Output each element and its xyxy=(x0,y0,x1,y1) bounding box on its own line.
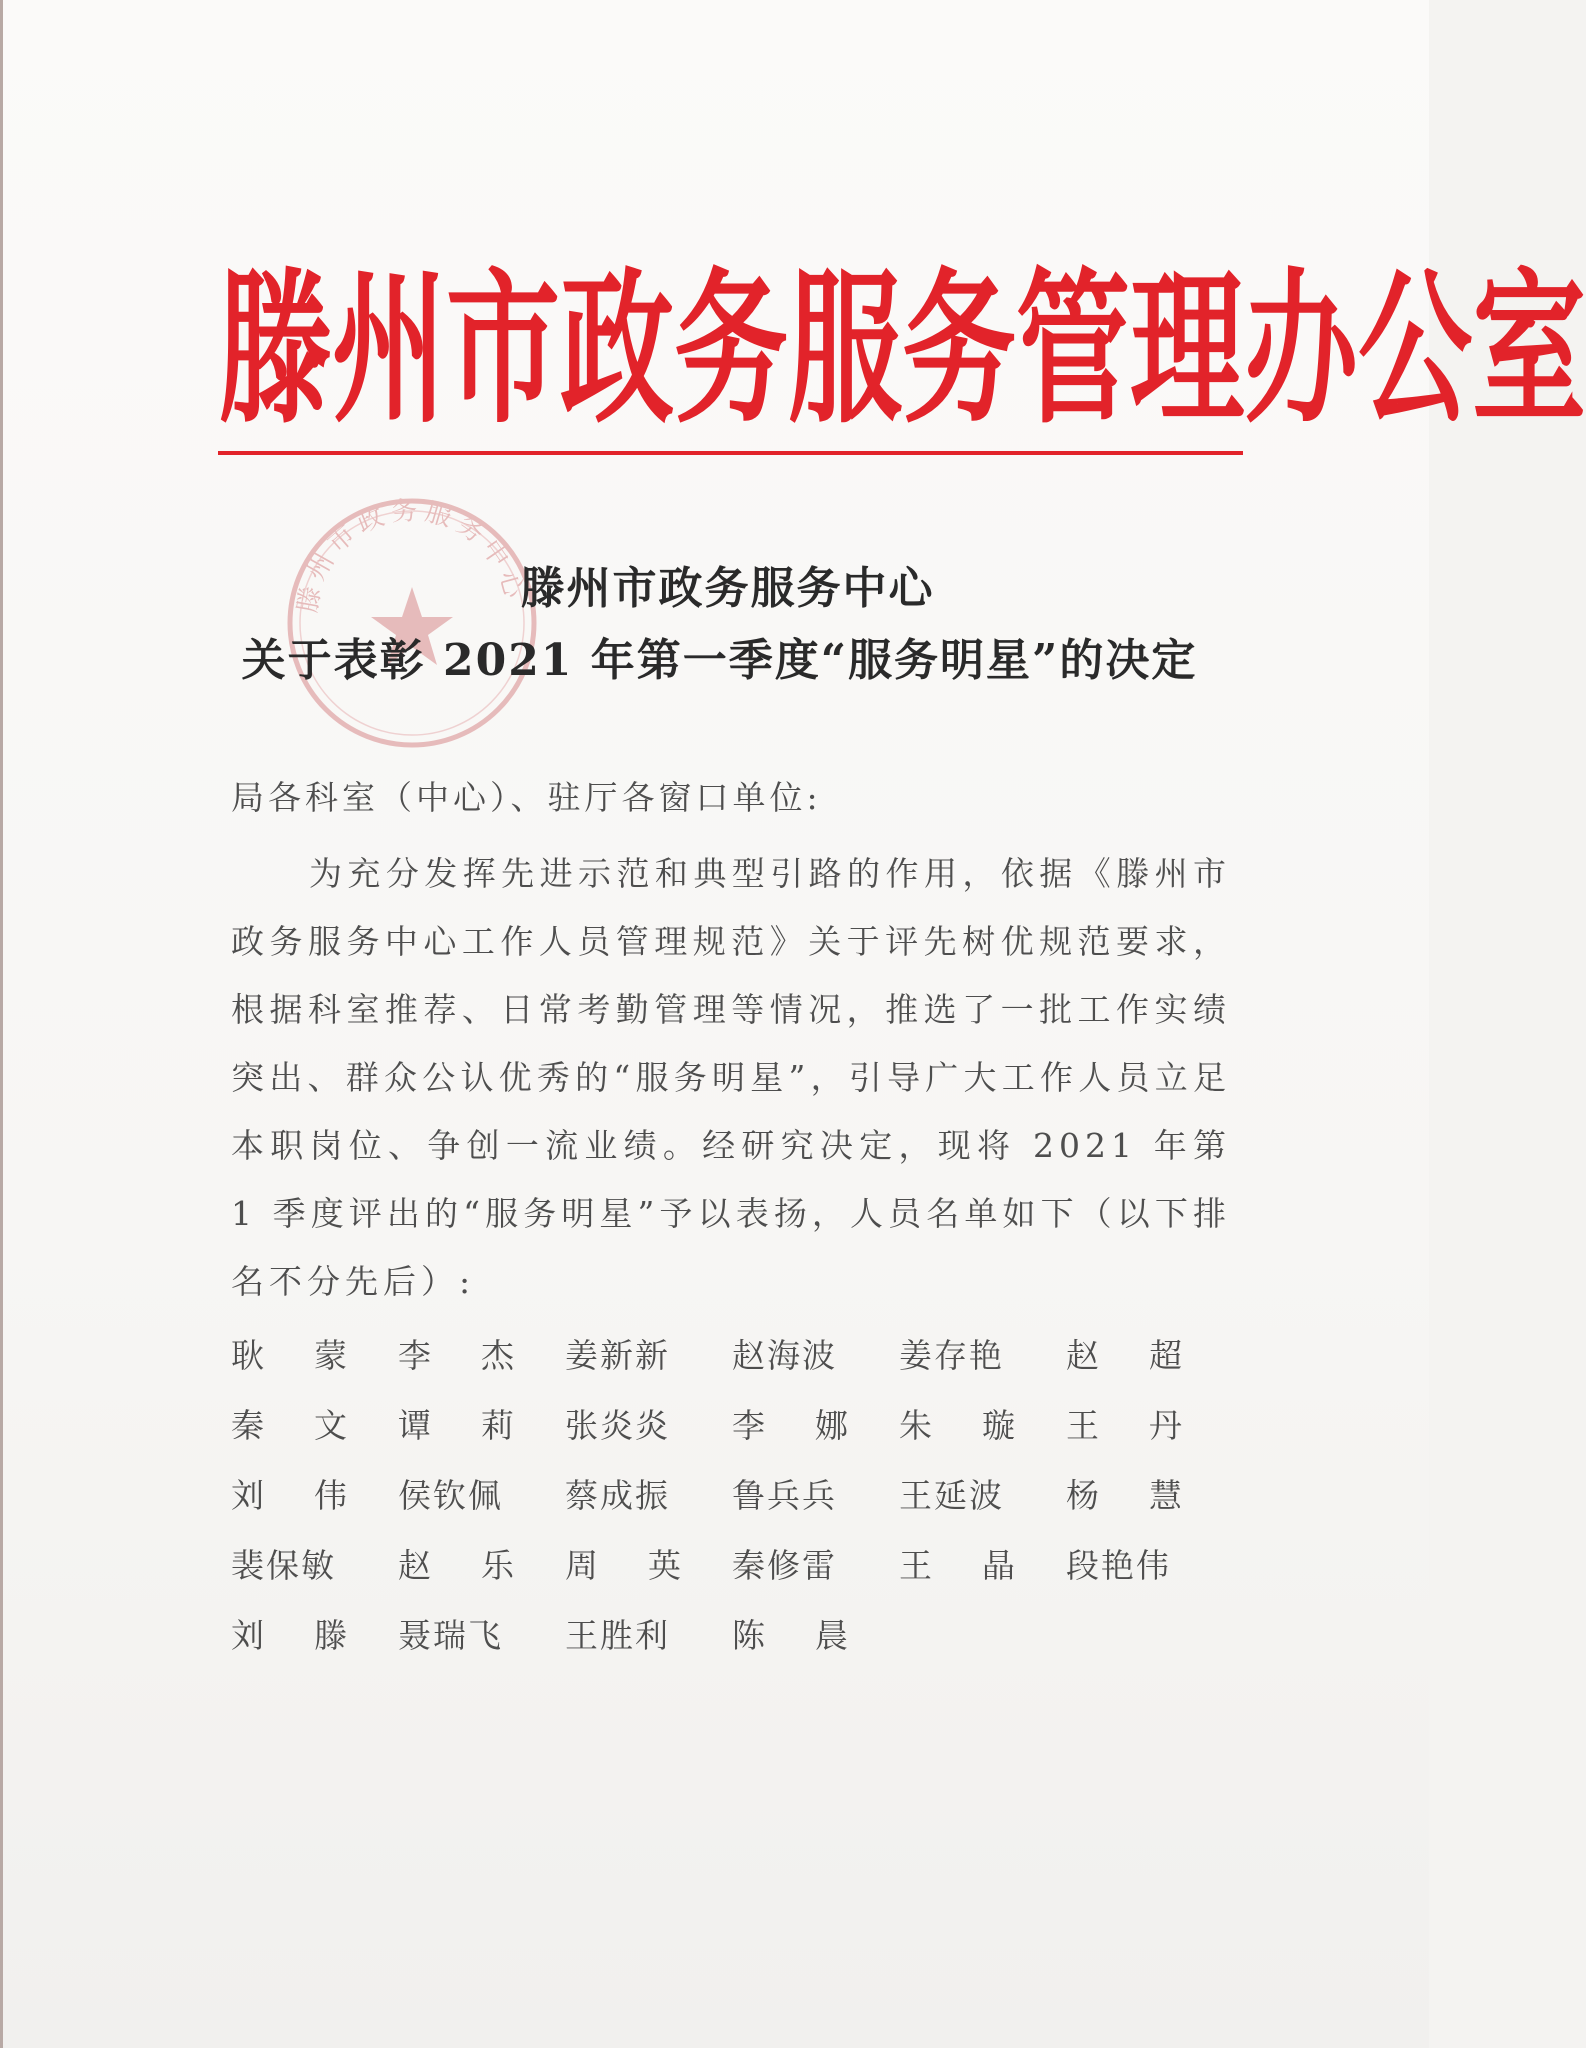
honoree-name: 杨 慧 xyxy=(1066,1475,1182,1515)
honoree-name: 鲁兵兵 xyxy=(732,1475,837,1515)
letterhead-char: 政 xyxy=(560,252,675,446)
document-title-line-1: 滕州市政务服务中心 xyxy=(520,563,935,614)
letterhead-char: 办 xyxy=(1244,252,1359,446)
letterhead-title xyxy=(218,212,1586,488)
honoree-name: 刘 伟 xyxy=(231,1475,347,1515)
honoree-name: 朱 璇 xyxy=(899,1405,1015,1445)
letterhead-red-rule xyxy=(218,451,1243,455)
document-title-line-2: 关于表彰 2021 年第一季度“服务明星”的决定 xyxy=(241,635,1198,686)
letterhead-char: 理 xyxy=(1130,252,1245,446)
honoree-name: 李 杰 xyxy=(398,1335,514,1375)
seal-text: 滕州市政务服务中心 xyxy=(293,496,531,616)
honoree-name: 赵 超 xyxy=(1066,1335,1182,1375)
letterhead-char: 室 xyxy=(1472,252,1586,446)
official-seal-icon xyxy=(281,492,543,754)
letterhead-char: 务 xyxy=(902,252,1017,446)
honoree-name: 谭 莉 xyxy=(398,1405,514,1445)
honoree-name: 赵 乐 xyxy=(398,1545,514,1585)
honoree-name: 刘 滕 xyxy=(231,1615,347,1655)
honoree-name: 李 娜 xyxy=(732,1405,848,1445)
honoree-name: 周 英 xyxy=(565,1545,681,1585)
letterhead-char: 市 xyxy=(446,252,561,446)
honoree-name: 聂瑞飞 xyxy=(398,1615,503,1655)
honoree-name: 蔡成振 xyxy=(565,1475,670,1515)
honoree-name: 段艳伟 xyxy=(1066,1545,1171,1585)
honoree-name: 秦 文 xyxy=(231,1405,347,1445)
honoree-name: 姜存艳 xyxy=(899,1335,1004,1375)
honoree-name: 耿 蒙 xyxy=(231,1335,347,1375)
letterhead-char: 滕 xyxy=(218,252,333,446)
honoree-name-list xyxy=(231,1318,1231,1668)
honoree-name: 裴保敏 xyxy=(231,1545,336,1585)
honoree-name: 秦修雷 xyxy=(732,1545,837,1585)
honoree-name: 姜新新 xyxy=(565,1335,670,1375)
honoree-name: 陈 晨 xyxy=(732,1615,848,1655)
letterhead-char: 公 xyxy=(1358,252,1473,446)
honoree-name: 王延波 xyxy=(899,1475,1004,1515)
letterhead-char: 州 xyxy=(332,252,447,446)
honoree-name: 侯钦佩 xyxy=(398,1475,503,1515)
letterhead-char: 务 xyxy=(674,252,789,446)
body-paragraph: 为充分发挥先进示范和典型引路的作用，依据《滕州市政务服务中心工作人员管理规范》关于评先树优规范要求，根据科室推荐、日常考勤管理等情况，推选了一批工作实绩突出、群众公认优秀的“服务明星”，引导广大工作人员立足本职岗位、争创一流业绩。经研究决定，现将 2021 年第 1 季度评出的“服务明星”予以表扬，人员名单如下（以下排名不分先后）: xyxy=(231,854,1231,1301)
salutation: 局各科室（中心）、驻厅各窗口单位: xyxy=(231,778,822,817)
honoree-name: 赵海波 xyxy=(732,1335,837,1375)
letterhead-char: 服 xyxy=(788,252,903,446)
honoree-name: 王胜利 xyxy=(565,1615,670,1655)
letterhead-char: 管 xyxy=(1016,252,1131,446)
honoree-name: 张炎炎 xyxy=(565,1405,670,1445)
honoree-name: 王 晶 xyxy=(899,1545,1015,1585)
honoree-name: 王 丹 xyxy=(1066,1405,1182,1445)
